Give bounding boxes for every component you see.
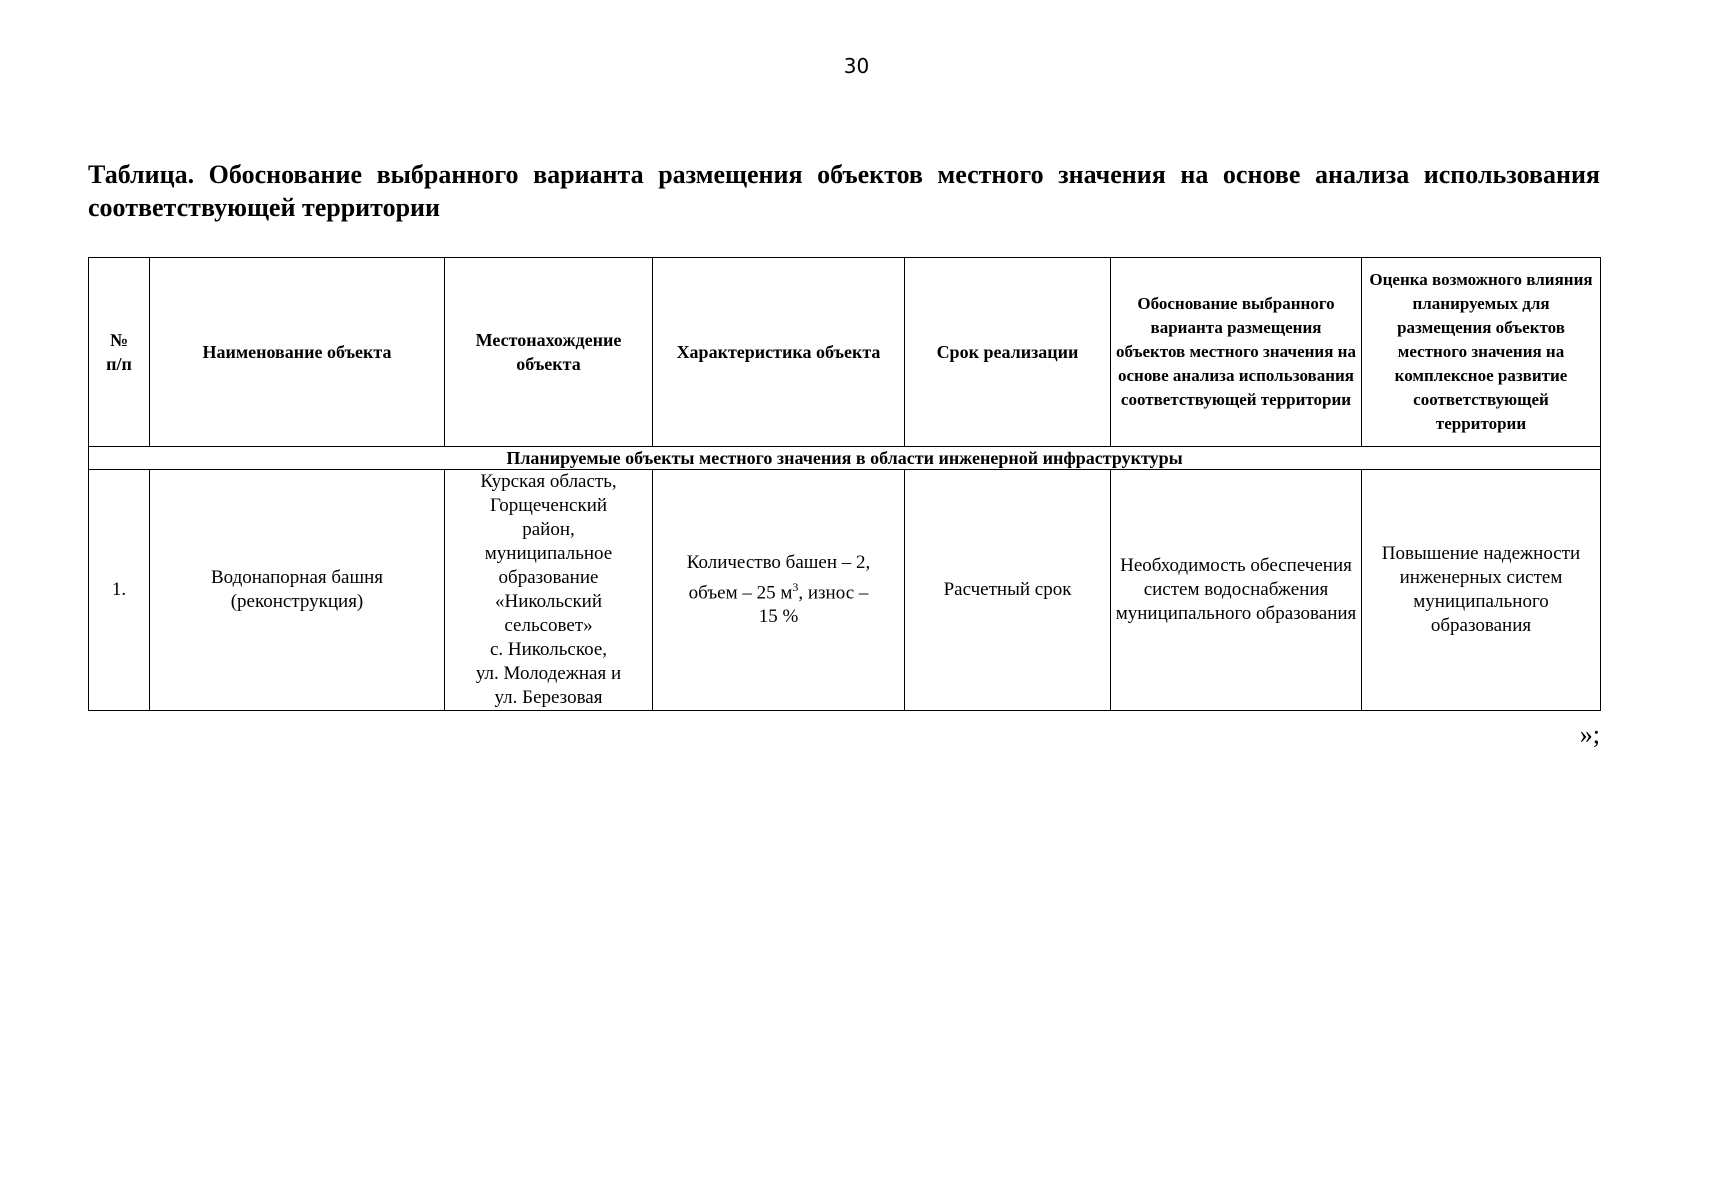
- table-header-row: [89, 258, 1601, 447]
- row-characteristic: [653, 470, 905, 711]
- header-characteristic: Характеристика объекта: [653, 258, 905, 447]
- row-justification: Необходимость обеспечения систем водоснабжения муниципального образования: [1111, 470, 1362, 711]
- row-impact: Повышение надежности инженерных систем муниципального образования: [1362, 470, 1601, 711]
- page-number: 30: [843, 54, 870, 78]
- section-title: Планируемые объекты местного значения в области инженерной инфраструктуры: [89, 447, 1601, 470]
- characteristic-volume: объем – 25 м: [688, 582, 793, 604]
- header-number: № п/п: [89, 258, 150, 447]
- header-term: Срок реализации: [905, 258, 1111, 447]
- row-term: Расчетный срок: [905, 470, 1111, 711]
- cubic-superscript: 3: [792, 579, 799, 594]
- row-location: Курская область, Горщеченский район, муниципальное образование «Никольский сельсовет» с. Никольское, ул. Молодежная и ул. Березовая: [445, 470, 653, 711]
- characteristic-line-1: Количество башен – 2,: [686, 551, 871, 573]
- characteristic-line-3: 15 %: [758, 606, 799, 628]
- header-object-name: Наименование объекта: [150, 258, 445, 447]
- header-justification: Обоснование выбранного варианта размещения объектов местного значения на основе анализа использования соответствующей территории: [1111, 258, 1362, 447]
- row-number: 1.: [89, 470, 150, 711]
- row-object-name: Водонапорная башня (реконструкция): [150, 470, 445, 711]
- characteristic-line-2: [657, 575, 900, 605]
- header-location: Местонахождение объекта: [445, 258, 653, 447]
- table-title: Таблица. Обоснование выбранного варианта размещения объектов местного значения на основе анализа использования соответствующей территории: [88, 160, 1600, 222]
- characteristic-wear: , износ –: [798, 582, 869, 604]
- placement-justification-table: [88, 257, 1601, 711]
- table-row: [89, 470, 1601, 711]
- header-impact: Оценка возможного влияния планируемых для размещения объектов местного значения на комплексное развитие соответствующей территории: [1362, 258, 1601, 447]
- closing-quote-mark: »;: [1579, 720, 1600, 749]
- section-row: [89, 447, 1601, 470]
